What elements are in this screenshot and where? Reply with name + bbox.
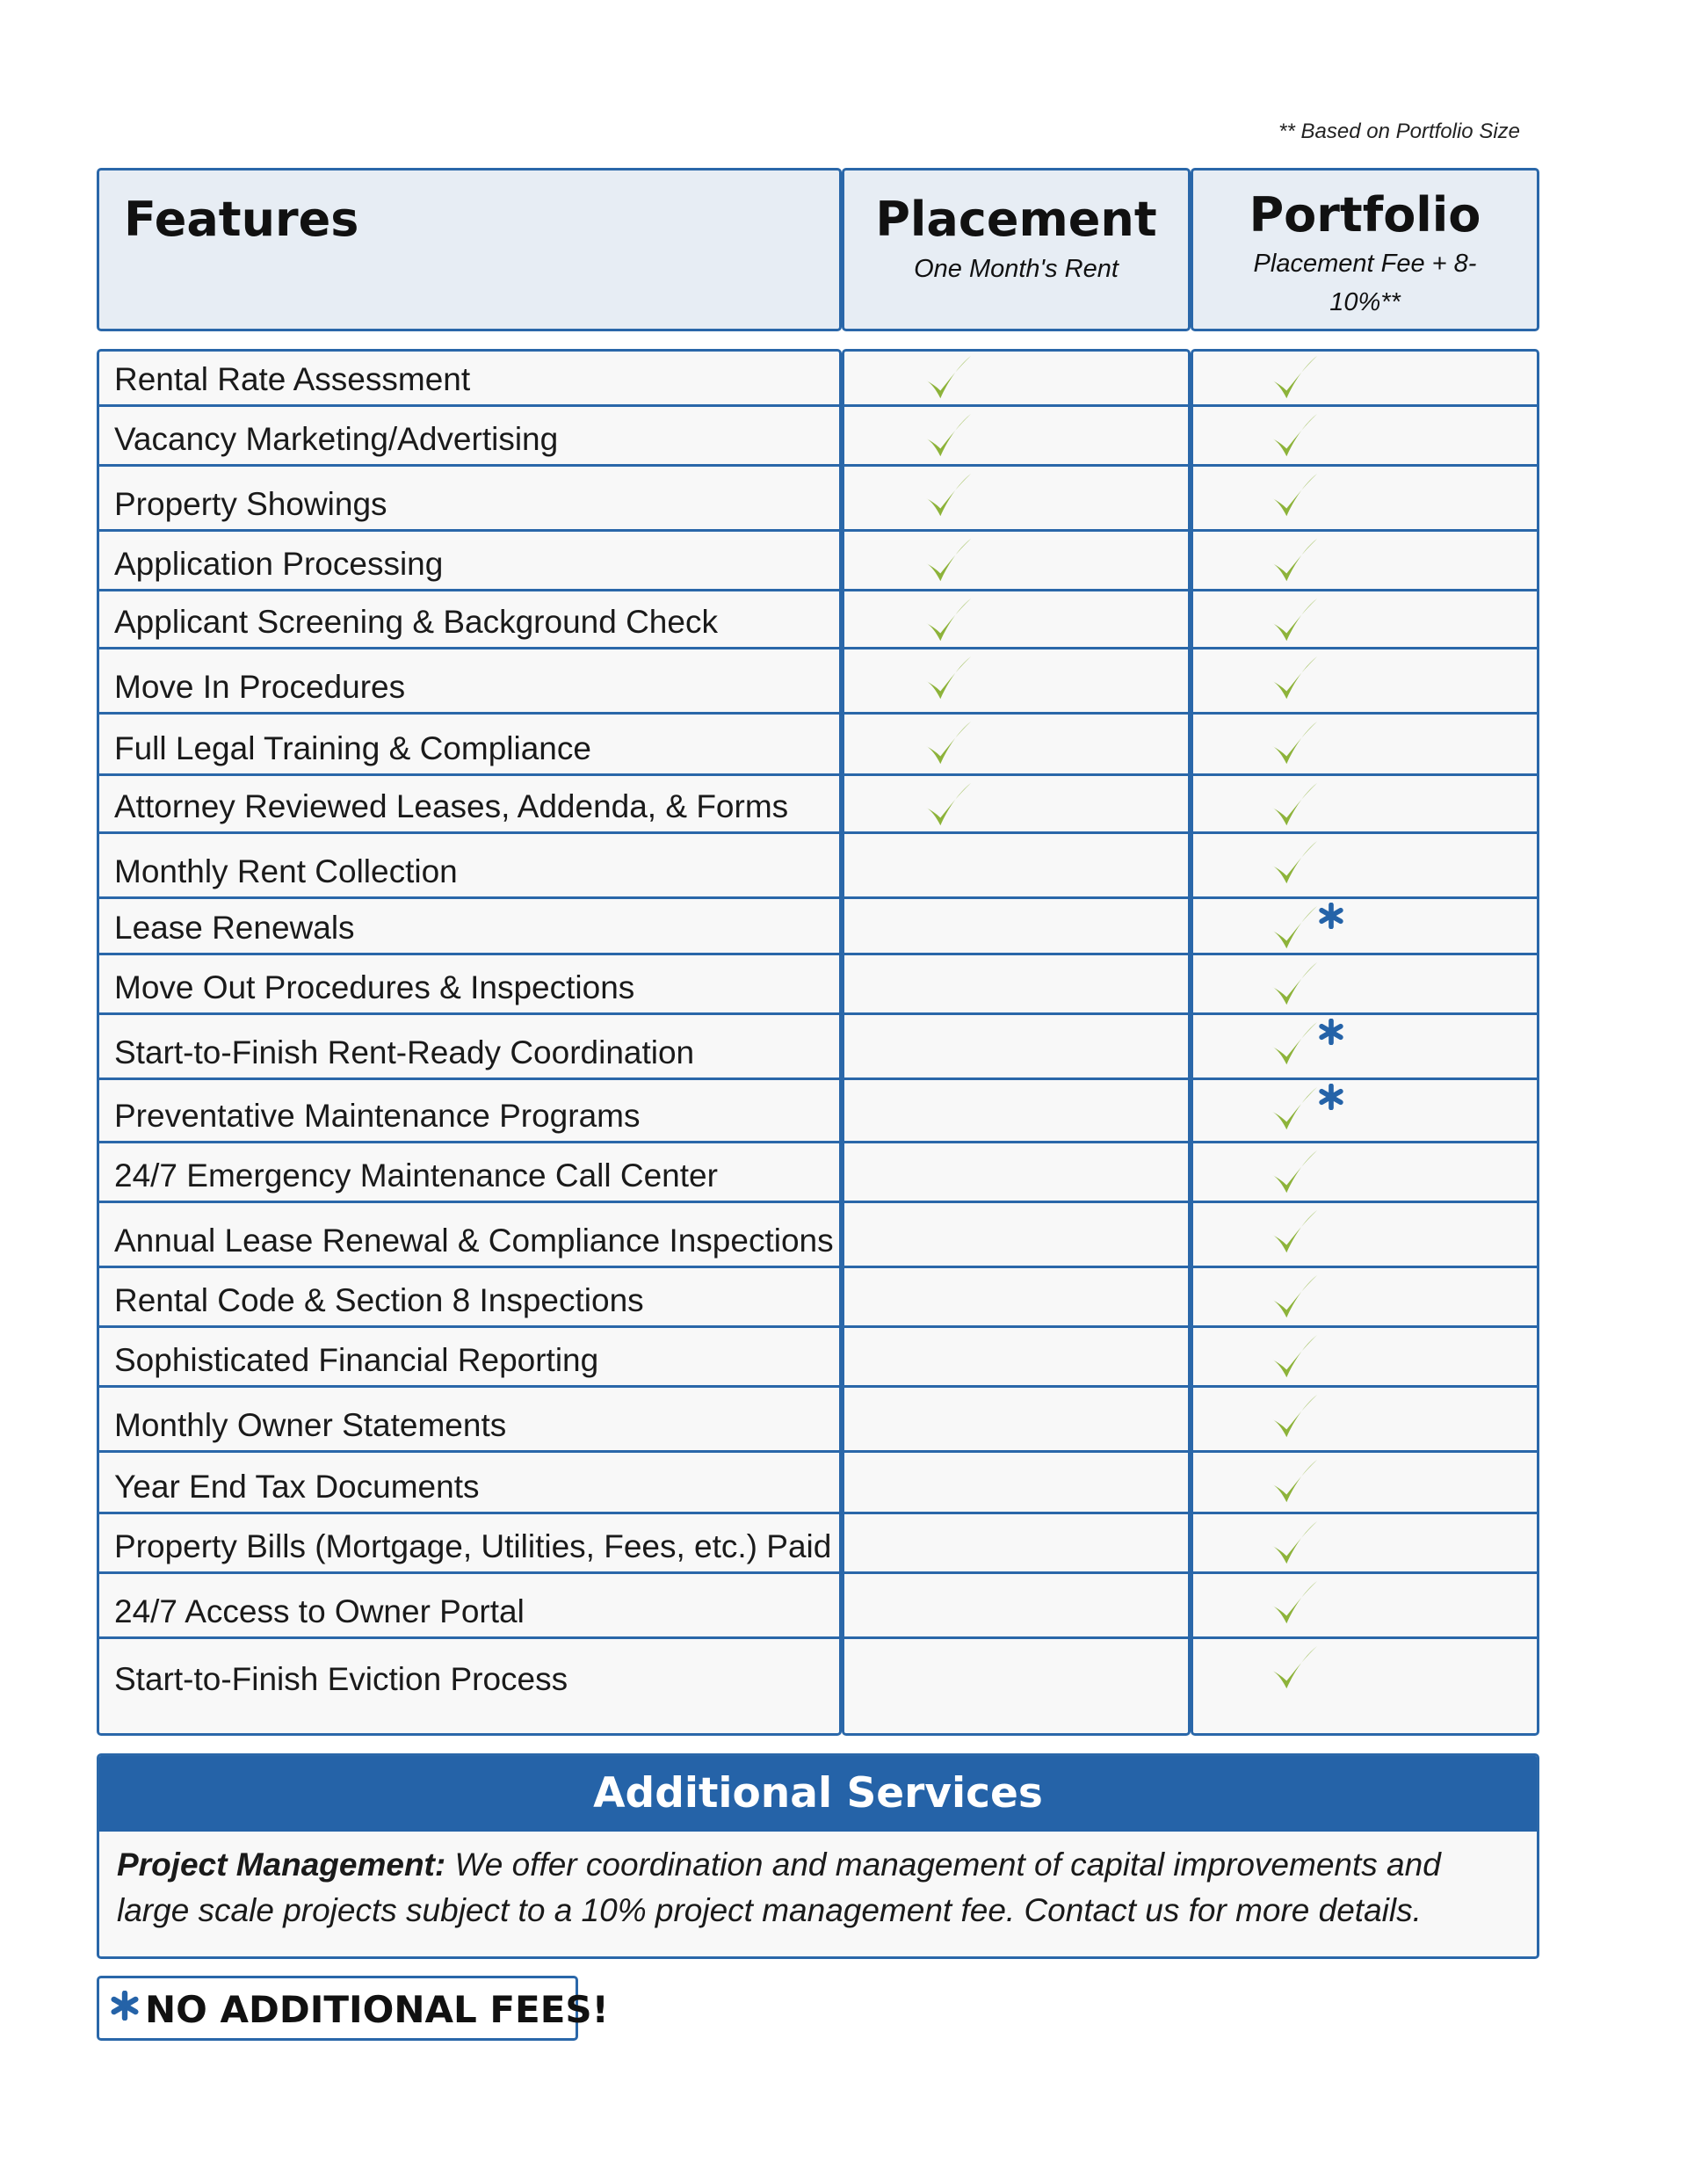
placement-check-icon (923, 780, 974, 831)
table-row (97, 834, 1539, 899)
table-row (97, 1203, 1539, 1268)
portfolio-size-note: ** Based on Portfolio Size (1278, 120, 1520, 143)
placement-header-title: Placement (875, 192, 1157, 247)
feature-label: Property Bills (Mortgage, Utilities, Fees, etc.) Paid (114, 1528, 832, 1564)
portfolio-check-icon (1269, 1084, 1320, 1135)
feature-label: Start-to-Finish Eviction Process (114, 1661, 568, 1697)
portfolio-check-icon (1269, 1331, 1320, 1382)
placement-check-icon (923, 352, 974, 403)
additional-services-body (99, 1832, 1537, 1934)
table-row (97, 1388, 1539, 1453)
table-row (97, 715, 1539, 776)
table-row (97, 1268, 1539, 1328)
portfolio-check-icon (1269, 410, 1320, 461)
portfolio-check-icon (1269, 959, 1320, 1010)
feature-label: Rental Code & Section 8 Inspections (114, 1282, 644, 1318)
project-management-text: We offer coordination and management of capital improvements and large scale projects subject to a 10% project management fee. Contact us for more details. (117, 1847, 1441, 1928)
feature-label: 24/7 Access to Owner Portal (114, 1593, 525, 1629)
portfolio-check-icon (1269, 1207, 1320, 1258)
table-row (97, 1328, 1539, 1388)
placement-check-icon (923, 470, 974, 521)
feature-label: Vacancy Marketing/Advertising (114, 421, 559, 457)
feature-label: Property Showings (114, 486, 387, 522)
table-row (97, 776, 1539, 834)
no-additional-fees-note (97, 1976, 609, 2041)
portfolio-header-subtitle: Placement Fee + 8-10%** (1253, 250, 1477, 316)
table-row (97, 649, 1539, 715)
portfolio-check-icon (1269, 535, 1320, 586)
portfolio-check-icon (1269, 780, 1320, 831)
feature-label: Application Processing (114, 546, 444, 582)
feature-label: Move In Procedures (114, 669, 406, 705)
feature-label: 24/7 Emergency Maintenance Call Center (114, 1157, 718, 1194)
portfolio-check-icon (1269, 352, 1320, 403)
table-row (97, 1015, 1539, 1080)
asterisk-icon (1318, 1019, 1344, 1045)
feature-label: Annual Lease Renewal & Compliance Inspections (114, 1223, 834, 1259)
feature-label: Start-to-Finish Rent-Ready Coordination (114, 1034, 695, 1070)
portfolio-header-title: Portfolio (1249, 187, 1481, 243)
portfolio-check-icon (1269, 470, 1320, 521)
feature-label: Rental Rate Assessment (114, 361, 471, 397)
additional-services-title: Additional Services (99, 1756, 1537, 1832)
portfolio-check-icon (1269, 903, 1320, 954)
feature-label: Monthly Owner Statements (114, 1407, 507, 1443)
table-row (97, 532, 1539, 591)
portfolio-check-icon (1269, 1272, 1320, 1323)
placement-check-icon (923, 410, 974, 461)
table-row (97, 955, 1539, 1015)
portfolio-check-icon (1269, 1391, 1320, 1442)
portfolio-check-icon (1269, 1578, 1320, 1629)
table-row (97, 467, 1539, 532)
no-additional-fees-text: NO ADDITIONAL FEES! (145, 1988, 609, 2031)
table-row (97, 1453, 1539, 1514)
feature-label: Year End Tax Documents (114, 1469, 480, 1505)
portfolio-check-icon (1269, 838, 1320, 889)
table-row (97, 407, 1539, 467)
placement-check-icon (923, 535, 974, 586)
table-row (97, 899, 1539, 955)
portfolio-check-icon (1269, 653, 1320, 704)
placement-header-subtitle: One Month's Rent (914, 255, 1119, 283)
placement-check-icon (923, 653, 974, 704)
placement-check-icon (923, 718, 974, 769)
table-row (97, 1514, 1539, 1574)
feature-label: Move Out Procedures & Inspections (114, 969, 635, 1005)
portfolio-check-icon (1269, 595, 1320, 646)
asterisk-icon (1318, 1084, 1344, 1110)
portfolio-check-icon (1269, 1456, 1320, 1507)
feature-label: Monthly Rent Collection (114, 853, 458, 889)
feature-label: Preventative Maintenance Programs (114, 1098, 641, 1134)
placement-check-icon (923, 595, 974, 646)
feature-label: Full Legal Training & Compliance (114, 730, 591, 766)
feature-label: Sophisticated Financial Reporting (114, 1342, 599, 1378)
asterisk-icon (1318, 903, 1344, 929)
table-row (97, 1574, 1539, 1639)
table-row (97, 1080, 1539, 1143)
additional-services (97, 1753, 1539, 1959)
project-management-label: Project Management: (117, 1847, 446, 1883)
portfolio-check-icon (1269, 1019, 1320, 1070)
feature-rows (97, 349, 1539, 1704)
portfolio-check-icon (1269, 718, 1320, 769)
portfolio-check-icon (1269, 1643, 1320, 1694)
portfolio-check-icon (1269, 1147, 1320, 1198)
feature-label: Attorney Reviewed Leases, Addenda, & Forms (114, 788, 789, 824)
feature-label: Lease Renewals (114, 910, 355, 946)
table-row (97, 591, 1539, 649)
portfolio-check-icon (1269, 1518, 1320, 1569)
portfolio-header (1191, 168, 1539, 331)
feature-label: Applicant Screening & Background Check (114, 604, 718, 640)
table-row (97, 349, 1539, 407)
table-row (97, 1143, 1539, 1203)
table-row (97, 1639, 1539, 1704)
features-header (97, 168, 842, 331)
placement-header (842, 168, 1191, 331)
asterisk-icon (110, 1991, 140, 2021)
features-header-title: Features (124, 192, 359, 247)
